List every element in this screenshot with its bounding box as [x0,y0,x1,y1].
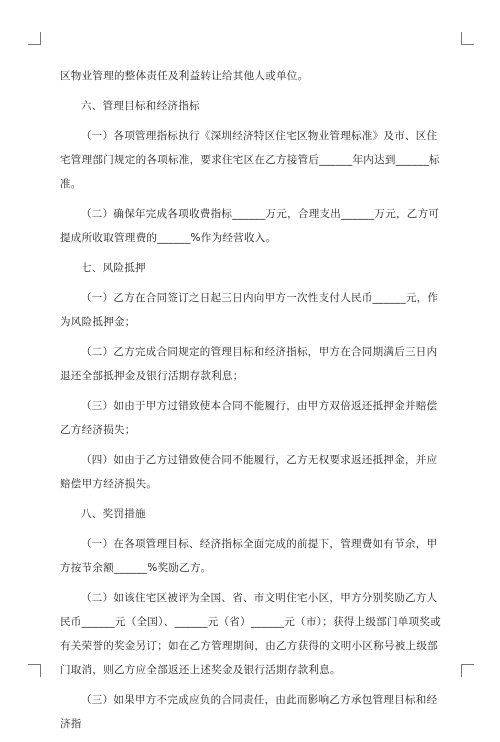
paragraph-6-2: （二）确保年完成各项收费指标______万元，合理支出______万元，乙方可提成所收取管理费的______%作为经营收入。 [60,208,440,244]
section-heading-8: 八、奖罚措施 [81,508,146,520]
paragraph-7-4: （四）如由于乙方过错致使合同不能履行，乙方无权要求返还抵押金，并应赔偿甲方经济损失。 [60,454,438,490]
crop-mark-bottom-right [461,664,474,677]
paragraph-8-2: （二）如该住宅区被评为全国、省、市文明住宅小区，甲方分别奖励乙方人民币______元（全国）、______元（省）______元（市）；获得上级部门单项奖或有关荣誉的奖金另订；如在乙方管理期间，由乙方获得的文明小区称号被上级部门取消，则乙方应全部返还上述奖金及银行活期存款利息。 [60,592,441,676]
paragraph-continuation: 区物业管理的整体责任及利益转让给其他人或单位。 [60,70,309,82]
document-body [60,64,444,742]
paragraph-7-3: （三）如由于甲方过错致使本合同不能履行，由甲方双倍返还抵押金并赔偿乙方经济损失； [60,400,438,436]
section-heading-7: 七、风险抵押 [81,262,146,274]
paragraph-7-1: （一）乙方在合同签订之日起三日内向甲方一次性支付人民币______元，作为风险抵押金； [60,292,439,328]
paragraph-8-3: （三）如果甲方不完成应负的合同责任，由此而影响乙方承包管理目标和经济指 [60,694,438,730]
paragraph-6-1: （一）各项管理指标执行《深圳经济特区住宅区物业管理标准》及市、区住宅管理部门规定的各项标准，要求住宅区在乙方接管后______年内达到______标准。 [60,130,440,190]
paragraph-7-2: （二）乙方完成合同规定的管理目标和经济指标，甲方在合同期满后三日内退还全部抵押金及银行活期存款利息； [60,346,438,382]
crop-mark-top-right [461,32,474,45]
crop-mark-top-left [28,32,41,45]
section-heading-6: 六、管理目标和经济指标 [81,100,200,112]
crop-mark-bottom-left [28,664,41,677]
paragraph-8-1: （一）在各项管理目标、经济指标全面完成的前提下，管理费如有节余，甲方按节余额______%奖励乙方。 [60,538,438,574]
